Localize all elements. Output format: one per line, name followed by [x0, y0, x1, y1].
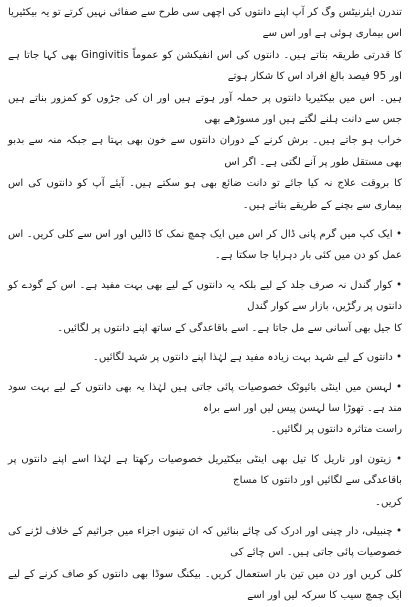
text-line: ہیں۔ اس میں بیکٹیریا دانتوں پر حملہ آور ہوتے ہیں اور ان کی جڑوں کو کمزور بناتے ہیں جس سے دانت ہلنے لگتے ہیں اور مسوڑھے بھی: [8, 92, 402, 126]
text-line: خراب ہو جاتے ہیں۔ برش کرنے کے دوران دانتوں سے خون بھی بہتا ہے جبکہ منہ سے بدبو بھی مستقل طور پر آنے لگتی ہے۔ اگر اس: [8, 135, 402, 168]
remedy-aloe-vera: [8, 275, 402, 339]
text-line: کا قدرتی طریقہ بتاتے ہیں۔ دانتوں کی اس انفیکشن کو عموماً Gingivitis بھی کہا جاتا ہے اور 95 فیصد بالغ افراد اس کا شکار ہوتے: [8, 49, 402, 83]
text-line: راست متاثرہ دانتوں پر لگائیں۔: [270, 424, 402, 436]
text-line: کریں۔: [374, 496, 402, 508]
text-line: • دانتوں کے لیے شہد بہت زیادہ مفید ہے لہٰذا اپنے دانتوں پر شہد لگائیں۔: [92, 352, 402, 364]
text-line: • لہسن میں اینٹی بائیوٹک خصوصیات پائی جاتی ہیں لہٰذا یہ بھی دانتوں کے لیے بہت سود مند ہے۔ تھوڑا سا لہسن پیس لیں اور اسے براہ: [8, 381, 402, 414]
remedy-salt-water: [8, 224, 402, 267]
text-line: کا جیل بھی آسانی سے مل جاتا ہے۔ اسے باقاعدگی کے ساتھ اپنے دانتوں پر لگائیں۔: [57, 322, 402, 334]
remedy-honey: [8, 347, 402, 368]
text-line: • ایک کپ میں گرم پانی ڈال کر اس میں ایک چمچ نمک کا ڈالیں اور اس سے کلی کریں۔ اس عمل کو دن میں کئی بار دہرایا جا سکتا ہے۔: [8, 229, 402, 262]
text-line: کلی کریں اور دن میں تین بار استعمال کریں۔ بیکنگ سوڈا بھی دانتوں کو صاف کرنے کے لیے ایک چمچ سیب کا سرکہ لیں اور اسے: [8, 568, 402, 602]
intro-paragraph: [8, 2, 402, 216]
text-line: کا بروقت علاج نہ کیا جائے تو دانت ضائع بھی ہو سکتے ہیں۔ آیئے آپ کو دانتوں کی اس بیماری سے بچنے کے طریقے بتاتے ہیں۔: [8, 178, 402, 211]
text-line: • کوار گندل نہ صرف جلد کے لیے بلکہ یہ دانتوں کے لیے بھی بہت مفید ہے۔ اس کے گودے کو دانتوں پر رگڑیں، بازار سے کوار گندل: [8, 279, 402, 313]
text-line: • چنبیلی، دار چینی اور ادرک کی چائے بنائیں کہ ان تینوں اجزاء میں جراثیم کے خلاف لڑنے کی خصوصیات پائی جاتی ہیں۔ اس چائے کی: [8, 525, 402, 559]
remedy-tea: [8, 521, 402, 607]
remedy-garlic: [8, 377, 402, 441]
remedy-oil: [8, 449, 402, 513]
text-line: تندرن ایئرنیٹس وگ کر آپ اپنے دانتوں کی اچھی سی طرح سے صفائی نہیں کرتے تو یہ بیکٹیریا اس بیماری ہوئی ہے اور اس سے: [8, 7, 402, 40]
text-line: • زیتون اور ناریل کا تیل بھی اینٹی بیکٹیریل خصوصیات رکھتا ہے لہٰذا اسے اپنے دانتوں پر باقاعدگی سے لگائیں اور دانتوں کا مساج: [8, 453, 402, 487]
